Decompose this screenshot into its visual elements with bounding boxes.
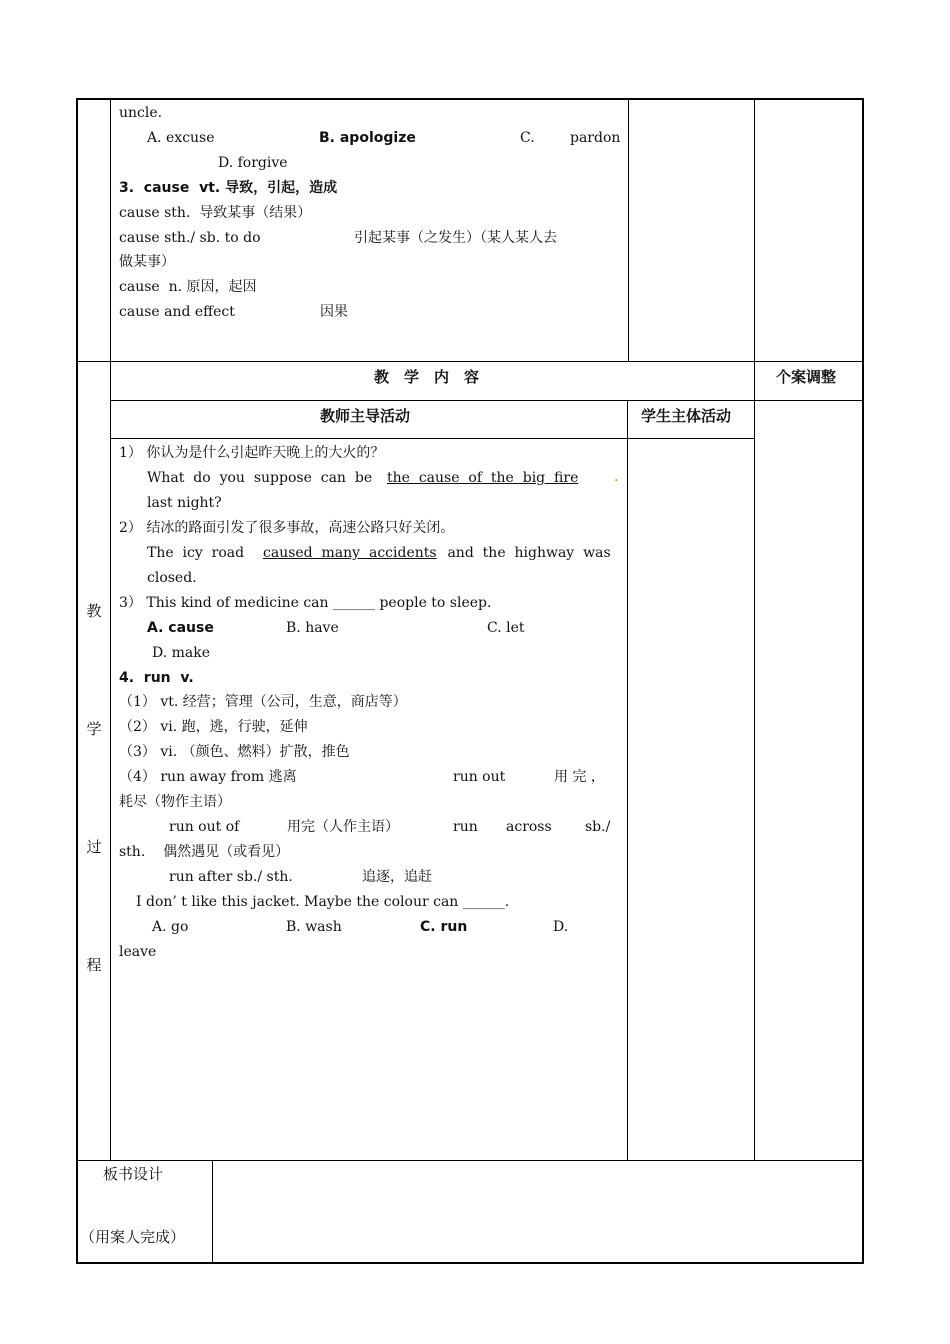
text-line: uncle.: [119, 105, 163, 121]
board-row-divider: [76, 1160, 864, 1161]
text-line: （1） vt. 经营；管理（公司，生意，商店等）: [119, 694, 407, 710]
text-line: cause and effect: [119, 304, 235, 320]
section-divider: [76, 361, 864, 362]
text-line: （4） run away from 逃离: [119, 769, 297, 785]
option-c: C. let: [487, 620, 525, 636]
side-label-char: 过: [86, 838, 102, 856]
option-d: D. forgive: [218, 155, 288, 171]
option-d: D.: [553, 919, 569, 935]
text-line: cause sth. 导致某事（结果）: [119, 205, 312, 221]
text-line: 做某事）: [119, 254, 175, 270]
board-design-note: （用案人完成）: [80, 1228, 186, 1246]
top-col-divider-1: [628, 98, 629, 361]
text-line: last night?: [147, 495, 222, 511]
option-b: B. wash: [286, 919, 342, 935]
header-row-divider: [110, 400, 864, 401]
text-line: run: [453, 819, 478, 835]
option-c-answer: C. run: [420, 919, 468, 935]
option-a-answer: A. cause: [147, 620, 214, 636]
text-line: run out: [453, 769, 506, 785]
text-line: across: [506, 819, 552, 835]
option-a: A. excuse: [147, 130, 215, 146]
student-column-divider: [627, 400, 628, 1160]
table-right-border: [862, 98, 864, 1264]
table-top-border: [76, 98, 864, 100]
table-left-border: [76, 98, 78, 1264]
exercise-1-underlined: the cause of the big fire: [387, 470, 579, 486]
text-line: run after sb./ sth.: [169, 869, 293, 885]
text-line: 因果: [320, 304, 348, 320]
exercise-1-sentence: What do you suppose can be: [147, 470, 377, 486]
option-d: D. make: [152, 645, 211, 661]
option-b: B. have: [286, 620, 339, 636]
text-line: sb./: [585, 819, 611, 835]
adjust-column-divider: [754, 98, 755, 1160]
text-line: （3） vi. （颜色、燃料）扩散，推色: [119, 744, 350, 760]
teacher-activity-header: 教师主导活动: [320, 407, 411, 425]
student-activity-header: 学生主体活动: [641, 407, 732, 425]
text-line: closed.: [147, 570, 197, 586]
text-line: run out of: [169, 819, 240, 835]
vocab-heading: 3. cause vt. 导致，引起，造成: [119, 180, 338, 196]
text-line: cause n. 原因，起因: [119, 279, 257, 295]
text-line: 用 完 ，: [554, 769, 605, 785]
option-c: C.: [520, 130, 535, 146]
option-a: A. go: [152, 919, 189, 935]
text-line: 用完（人作主语）: [287, 819, 399, 835]
text-line: cause sth./ sb. to do: [119, 230, 261, 246]
vocab-heading: 4. run v.: [119, 670, 194, 686]
option-c-text: pardon: [570, 130, 621, 146]
subheader-row-divider: [110, 438, 755, 439]
exercise-2-prompt: 2） 结冰的路面引发了很多事故，高速公路只好关闭。: [119, 520, 455, 536]
board-label-divider: [212, 1160, 213, 1262]
text-line: （2） vi. 跑，逃，行驶，延伸: [119, 719, 308, 735]
text-line: sth. 偶然遇见（或看见）: [119, 844, 290, 860]
text-line: 引起某事（之发生）（某人某人去: [354, 230, 557, 246]
exercise-1-prompt: 1） 你认为是什么引起昨天晚上的大火的？: [119, 445, 385, 461]
text-line: 耗尽（物作主语）: [119, 794, 231, 810]
side-column-divider: [110, 98, 111, 1160]
side-label-char: 教: [86, 602, 102, 620]
side-label-char: 学: [86, 720, 102, 738]
teaching-content-header: 教 学 内 容: [374, 368, 480, 386]
exercise-3-prompt: 3） This kind of medicine can ______ people to sleep.: [119, 595, 492, 611]
exercise-4-prompt: I don’ t like this jacket. Maybe the colour can ______.: [136, 894, 510, 910]
individual-adjust-header: 个案调整: [776, 368, 837, 386]
text-line: 追逐，追赶: [362, 869, 432, 885]
text-line: leave: [119, 944, 157, 960]
option-b-answer: B. apologize: [319, 130, 416, 146]
side-label-char: 程: [86, 956, 102, 974]
table-bottom-border: [76, 1262, 864, 1264]
exercise-2-sentence: The icy road: [147, 545, 249, 561]
board-design-label: 板书设计: [103, 1165, 164, 1183]
marker-dot: .: [614, 469, 619, 485]
exercise-2-underlined: caused many accidents: [263, 545, 437, 561]
text-line: and the highway was: [443, 545, 611, 561]
